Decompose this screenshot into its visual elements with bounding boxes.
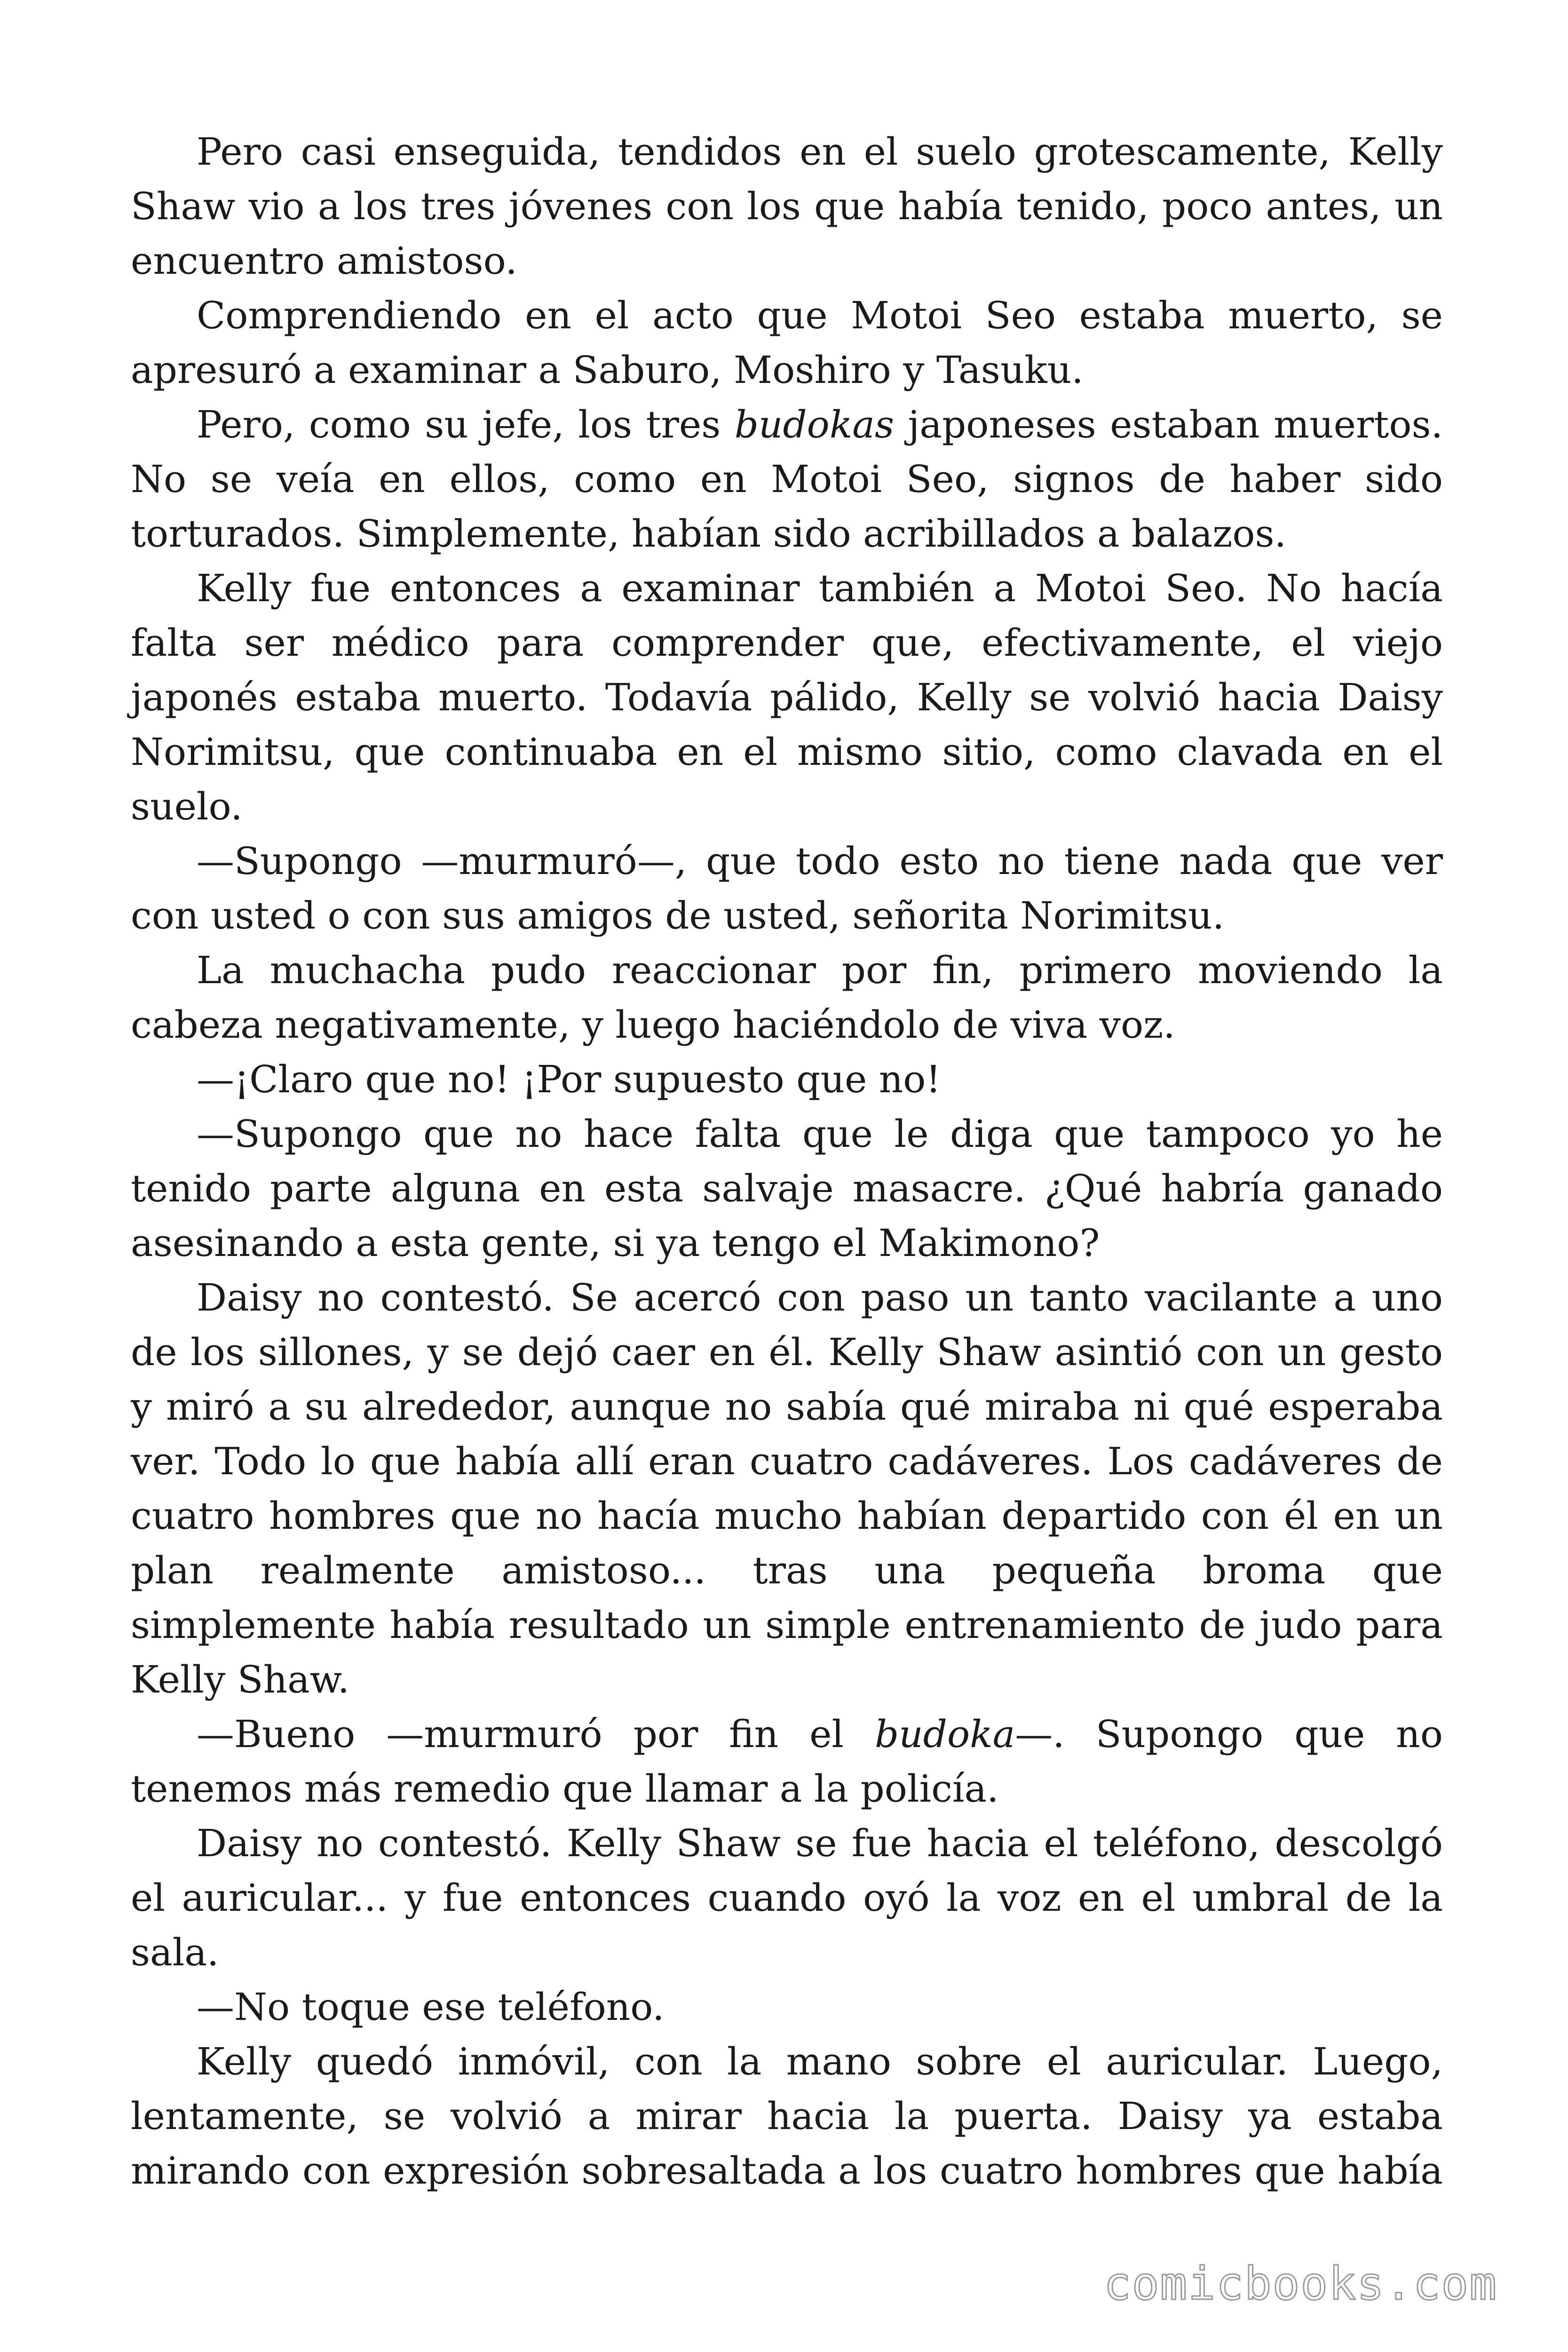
paragraph: —Supongo —murmuró—, que todo esto no tiene nada que ver con usted o con sus amigos de usted, señorita Norimitsu. bbox=[131, 839, 1443, 938]
paragraph: Kelly quedó inmóvil, con la mano sobre el auricular. Luego, lentamente, se volvió a mirar hacia la puerta. Daisy ya estaba mirando con expresión sobresaltada a los cuatro hombres que había bbox=[131, 2040, 1443, 2193]
watermark-logo: comicbooks.com bbox=[1103, 2257, 1497, 2310]
paragraph: —¡Claro que no! ¡Por supuesto que no! bbox=[197, 1057, 941, 1101]
body-text bbox=[131, 125, 1443, 2198]
paragraph: Daisy no contestó. Kelly Shaw se fue hacia el teléfono, descolgó el auricular... y fue entonces cuando oyó la voz en el umbral de la sala. bbox=[131, 1821, 1443, 1974]
paragraph: La muchacha pudo reaccionar por fin, primero moviendo la cabeza negativamente, y luego haciéndolo de viva voz. bbox=[131, 948, 1443, 1047]
italic-word: budokas bbox=[734, 403, 895, 446]
paragraph: Pero, como su jefe, los tres budokas japoneses estaban muertos. No se veía en ellos, como en Motoi Seo, signos de haber sido torturados. Simplemente, habían sido acribillados a balazos. bbox=[131, 403, 1443, 556]
paragraph: Pero casi enseguida, tendidos en el suelo grotescamente, Kelly Shaw vio a los tres jóvenes con los que había tenido, poco antes, un encuentro amistoso. bbox=[131, 130, 1443, 283]
paragraph: Comprendiendo en el acto que Motoi Seo estaba muerto, se apresuró a examinar a Saburo, Moshiro y Tasuku. bbox=[131, 294, 1443, 392]
paragraph: —Bueno —murmuró por fin el budoka—. Supongo que no tenemos más remedio que llamar a la policía. bbox=[131, 1712, 1443, 1811]
italic-word: budoka bbox=[875, 1712, 1015, 1756]
paragraph: —No toque ese teléfono. bbox=[197, 1985, 665, 2029]
paragraph: Kelly fue entonces a examinar también a Motoi Seo. No hacía falta ser médico para comprender que, efectivamente, el viejo japonés estaba muerto. Todavía pálido, Kelly se volvió hacia Daisy Norimitsu, que continuaba en el mismo sitio, como clavada en el suelo. bbox=[131, 566, 1443, 828]
paragraph: —Supongo que no hace falta que le diga que tampoco yo he tenido parte alguna en esta salvaje masacre. ¿Qué habría ganado asesinando a esta gente, si ya tengo el Makimono? bbox=[131, 1112, 1443, 1265]
paragraph: Daisy no contestó. Se acercó con paso un tanto vacilante a uno de los sillones, y se dejó caer en él. Kelly Shaw asintió con un gesto y miró a su alrededor, aunque no sabía qué miraba ni qué esperaba ver. Todo lo que había allí eran cuatro cadáveres. Los cadáveres de cuatro hombres que no hacía mucho habían departido con él en un plan realmente amistoso... tras una pequeña broma que simplemente había resultado un simple entrenamiento de judo para Kelly Shaw. bbox=[131, 1276, 1443, 1701]
